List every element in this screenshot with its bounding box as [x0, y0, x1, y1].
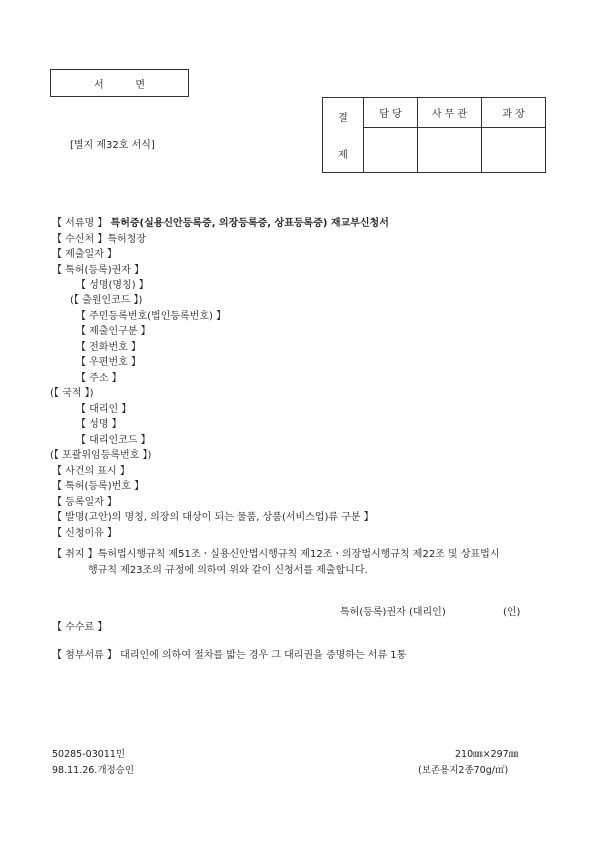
field-phone: 【 전화번호 】 [76, 342, 141, 353]
approval-sign-staff [364, 128, 418, 173]
field-document-name-value: 특허증(실용신안등록증, 의장등록증, 상표등록증) 재교부신청서 [110, 218, 389, 229]
field-submitter-type: 【 제출인구분 】 [76, 326, 151, 337]
fee-label: 【 수수료 】 [52, 622, 108, 633]
field-document-name-label: 【 서류명 】 [52, 218, 108, 229]
approval-col-officer: 사 무 관 [418, 98, 482, 128]
field-recipient: 【 수신처 】특허청장 [52, 234, 146, 245]
footer-approval-date: 98.11.26.개정승인 [52, 765, 135, 776]
approval-side-top: 결 [338, 113, 348, 124]
field-patent-holder: 【 특허(등록)권자 】 [52, 265, 145, 276]
field-name: 【 성명(명칭) 】 [76, 280, 149, 291]
field-applicant-code: (【 출원인코드 】) [70, 295, 143, 306]
approval-side-label [323, 98, 364, 173]
footer-paper-type: (보존용지2종70g/㎡) [418, 765, 509, 776]
approval-col-staff: 담 당 [364, 98, 418, 128]
field-registration-date: 【 등록일자 】 [52, 497, 117, 508]
field-invention-title: 【 발명(고안)의 명칭, 의장의 대상이 되는 물품, 상품(서비스업)류 구분 】 [52, 512, 374, 523]
field-agent-code: 【 대리인코드 】 [76, 435, 151, 446]
document-title-box [50, 69, 189, 97]
field-postal-code: 【 우편번호 】 [76, 357, 141, 368]
signature-seal: (인) [503, 607, 521, 618]
signature-holder: 특허(등록)권자 (대리인) [340, 607, 446, 618]
field-general-power: (【 포괄위임등록번호 】) [50, 450, 152, 461]
approval-sign-officer [418, 128, 482, 173]
field-patent-number: 【 특허(등록)번호 】 [52, 481, 145, 492]
document-title: 서 면 [93, 79, 146, 91]
field-reason: 【 신청이유 】 [52, 528, 117, 539]
field-nationality: (【 국적 】) [50, 388, 94, 399]
field-address: 【 주소 】 [76, 373, 122, 384]
field-resident-number: 【 주민등록번호(법인등록번호) 】 [76, 311, 227, 322]
attachment-line: 【 첨부서류 】 대리인에 의하여 절차를 밟는 경우 그 대리권을 증명하는 서류 1통 [52, 650, 407, 661]
approval-col-chief: 과 장 [482, 98, 546, 128]
field-case-display: 【 사건의 표시 】 [52, 466, 130, 477]
purpose-line-2: 행규칙 제23조의 규정에 의하여 위와 같이 신청서를 제출합니다. [88, 565, 368, 576]
approval-side-bottom: 제 [338, 150, 348, 161]
approval-sign-chief [482, 128, 546, 173]
field-document-name [52, 217, 389, 231]
field-agent: 【 대리인 】 [76, 404, 132, 415]
purpose-line-1: 【 취지 】특허법시행규칙 제51조ㆍ실용신안법시행규칙 제12조ㆍ의장법시행규칙 제22조 및 상표법시 [52, 549, 500, 560]
approval-table [322, 97, 546, 173]
field-submit-date: 【 제출일자 】 [52, 249, 117, 260]
field-agent-name: 【 성명 】 [76, 419, 122, 430]
form-number: [별지 제32호 서식] [70, 140, 155, 151]
footer-paper-size: 210㎜×297㎜ [455, 749, 519, 760]
footer-code: 50285-03011민 [52, 749, 126, 760]
